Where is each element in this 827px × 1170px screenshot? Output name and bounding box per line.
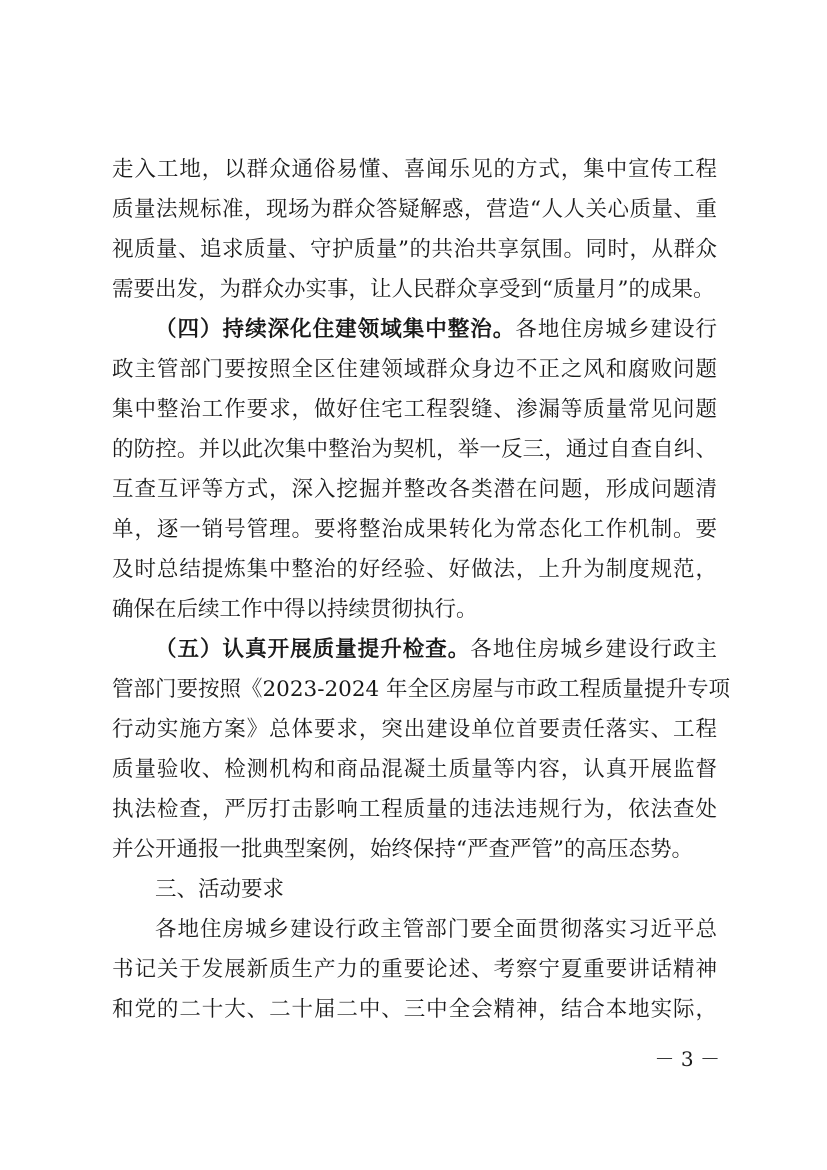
paragraph-line: 管部门要按照《2023-2024 年全区房屋与市政工程质量提升专项 [112,677,731,702]
paragraph-line: 和党的二十大、二十届二中、三中全会精神，结合本地实际， [112,997,717,1022]
paragraph-line: 及时总结提炼集中整治的好经验、好做法，上升为制度规范， [112,557,717,582]
section-four-title: （四）持续深化住建领域集中整治。 [155,317,516,342]
paragraph-line: 确保在后续工作中得以持续贯彻执行。 [112,597,478,622]
page-number: － 3 － [654,1047,720,1071]
paragraph-line: 各地住房城乡建设行政主管部门要全面贯彻落实习近平总 [155,917,717,942]
paragraph-line: 政主管部门要按照全区住建领域群众身边不正之风和腐败问题 [112,357,717,382]
paragraph-line: 质量法规标准，现场为群众答疑解惑，营造“人人关心质量、重 [112,197,717,222]
paragraph-line: 行动实施方案》总体要求，突出建设单位首要责任落实、工程 [112,717,717,742]
section-heading: 三、活动要求 [155,877,285,902]
section-four-first-line [155,312,717,348]
section-five-first-line [155,632,717,668]
paragraph-line: 需要出发，为群众办实事，让人民群众享受到“质量月”的成果。 [112,277,715,302]
paragraph-line: 的防控。并以此次集中整治为契机，举一反三，通过自查自纠、 [112,437,717,462]
paragraph-line: 执法检查，严厉打击影响工程质量的违法违规行为，依法查处 [112,797,717,822]
section-four-first-line-text: 各地住房城乡建设行 [515,317,717,342]
paragraph-line: 单，逐一销号管理。要将整治成果转化为常态化工作机制。要 [112,517,717,542]
paragraph-line: 并公开通报一批典型案例，始终保持“严查严管”的高压态势。 [112,837,693,862]
paragraph-line: 走入工地，以群众通俗易懂、喜闻乐见的方式，集中宣传工程 [112,157,717,182]
paragraph-line: 质量验收、检测机构和商品混凝土质量等内容，认真开展监督 [112,757,717,782]
section-five-first-line-text: 各地住房城乡建设行政主 [470,637,717,662]
paragraph-line: 视质量、追求质量、守护质量”的共治共享氛围。同时，从群众 [112,237,717,262]
paragraph-line: 书记关于发展新质生产力的重要论述、考察宁夏重要讲话精神 [112,957,717,982]
section-five-title: （五）认真开展质量提升检查。 [155,637,471,662]
paragraph-line: 集中整治工作要求，做好住宅工程裂缝、渗漏等质量常见问题 [112,397,717,422]
paragraph-line: 互查互评等方式，深入挖掘并整改各类潜在问题，形成问题清 [112,477,717,502]
